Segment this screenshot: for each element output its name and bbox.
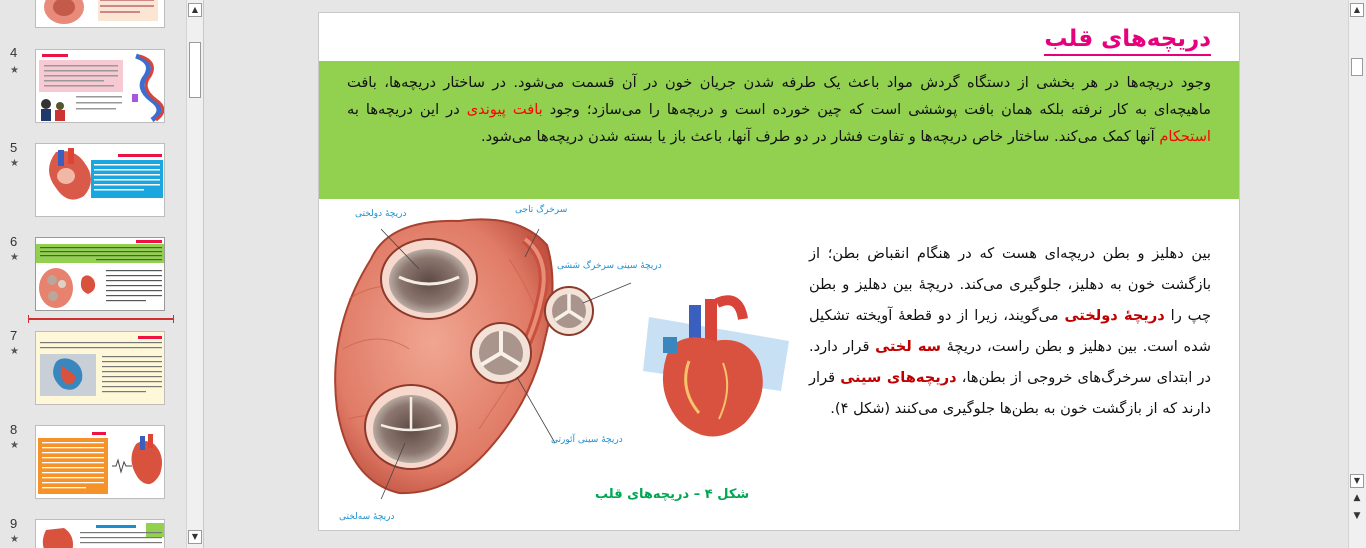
- scroll-up-arrow-icon[interactable]: ▲: [188, 3, 202, 17]
- thumbnail-scrollbar[interactable]: [186, 0, 203, 548]
- body-text-part: قرار دارد. در ابتدای سرخرگ‌های خروجی از بطن‌ها،: [809, 338, 1211, 386]
- previous-slide-icon[interactable]: ▲: [1353, 493, 1361, 503]
- slide-number-5: 5: [10, 140, 18, 155]
- scroll-up-arrow-icon[interactable]: ▲: [1350, 3, 1364, 17]
- scroll-down-arrow-icon[interactable]: ▼: [1350, 474, 1364, 488]
- highlight-semilunar: دریچه‌های سینی: [840, 369, 957, 386]
- slide-title[interactable]: دریچه‌های قلب: [1044, 25, 1211, 56]
- editor-scrollbar[interactable]: [1348, 0, 1366, 548]
- slide-animation-star-icon: ★: [10, 252, 19, 263]
- highlight-strength: استحکام: [1159, 128, 1211, 146]
- heart-valves-illustration[interactable]: [319, 199, 799, 499]
- slide-thumbnail-pane: [0, 0, 204, 548]
- slide-number-6: 6: [10, 234, 18, 249]
- slide-animation-star-icon: ★: [10, 65, 19, 76]
- slide-animation-star-icon: ★: [10, 346, 19, 357]
- slide-thumbnail-5[interactable]: [35, 143, 165, 217]
- body-text-part: می‌گویند، زیرا از دو قطعهٔ آویخته تشکیل شده است. بین دهلیز و بطن راست، دریچهٔ: [809, 307, 1211, 355]
- slide-canvas[interactable]: [318, 12, 1240, 531]
- scroll-down-arrow-icon[interactable]: ▼: [188, 530, 202, 544]
- figure-caption: شکل ۴ – دریچه‌های قلب: [595, 487, 750, 502]
- slide-animation-star-icon: ★: [10, 158, 19, 169]
- slide-thumbnail-4[interactable]: [35, 49, 165, 123]
- slide-thumbnail-6[interactable]: [35, 237, 165, 311]
- highlight-connective-tissue: بافت پیوندی: [466, 101, 543, 119]
- label-pulmonary-valve: دریچهٔ سینی سرخرگ ششی: [557, 261, 662, 271]
- label-tricuspid-valve: دریچهٔ سه‌لختی: [339, 512, 395, 522]
- next-slide-icon[interactable]: ▼: [1353, 511, 1361, 521]
- editor-scrollbar-thumb[interactable]: [1351, 58, 1363, 76]
- slide-number-9: 9: [10, 516, 18, 531]
- intro-text-part: وجود دریچه‌ها در هر بخشی از دستگاه گردش مواد باعث یک طرفه شدن جریان خون در آن قسمت می‌شود. در ساختار دریچه‌ها، بافت ماهیچه‌ای به کار نرفته بلکه همان بافت پوششی است که چین خورده است و دریچه‌ها را می‌سازد؛ وجود: [347, 74, 1211, 119]
- slide-number-4: 4: [10, 45, 18, 60]
- slide-thumbnail-7[interactable]: [35, 331, 165, 405]
- body-text-part: قرار دارند که از بازگشت خون به بطن‌ها جلوگیری می‌کنند (شکل ۴).: [809, 369, 1211, 417]
- body-text-box[interactable]: [809, 238, 1211, 424]
- highlight-mitral: دریچهٔ دولختی: [1064, 307, 1165, 324]
- slide-animation-star-icon: ★: [10, 440, 19, 451]
- slide-insertion-marker: [28, 318, 174, 320]
- slide-number-7: 7: [10, 328, 18, 343]
- slide-thumbnail-3[interactable]: [35, 0, 165, 28]
- slide-thumbnail-8[interactable]: [35, 425, 165, 499]
- intro-text-part: در این دریچه‌ها به: [347, 101, 467, 119]
- slide-animation-star-icon: ★: [10, 534, 19, 545]
- intro-text-part: آنها کمک می‌کند. ساختار خاص دریچه‌ها و تفاوت فشار در دو طرف آنها، باعث باز یا بسته شدن دریچه‌ها می‌شود.: [480, 128, 1160, 146]
- label-coronary-artery: سرخرگ تاجی: [515, 205, 568, 215]
- label-aortic-valve: دریچهٔ سینی آئورتی: [551, 435, 623, 445]
- slide-thumbnail-9[interactable]: [35, 519, 165, 548]
- intro-text-box[interactable]: [319, 61, 1239, 199]
- thumbnail-scrollbar-thumb[interactable]: [189, 42, 201, 98]
- slide-number-8: 8: [10, 422, 18, 437]
- highlight-tricuspid: سه لختی: [875, 338, 942, 355]
- body-text-part: بین دهلیز و بطن دریچه‌ای هست که در هنگام انقباض بطن؛ از بازگشت خون به دهلیز، جلوگیری می‌کند. دریچهٔ بین دهلیز و بطن چپ را: [809, 245, 1211, 324]
- label-mitral-valve: دریچهٔ دولختی: [355, 209, 407, 219]
